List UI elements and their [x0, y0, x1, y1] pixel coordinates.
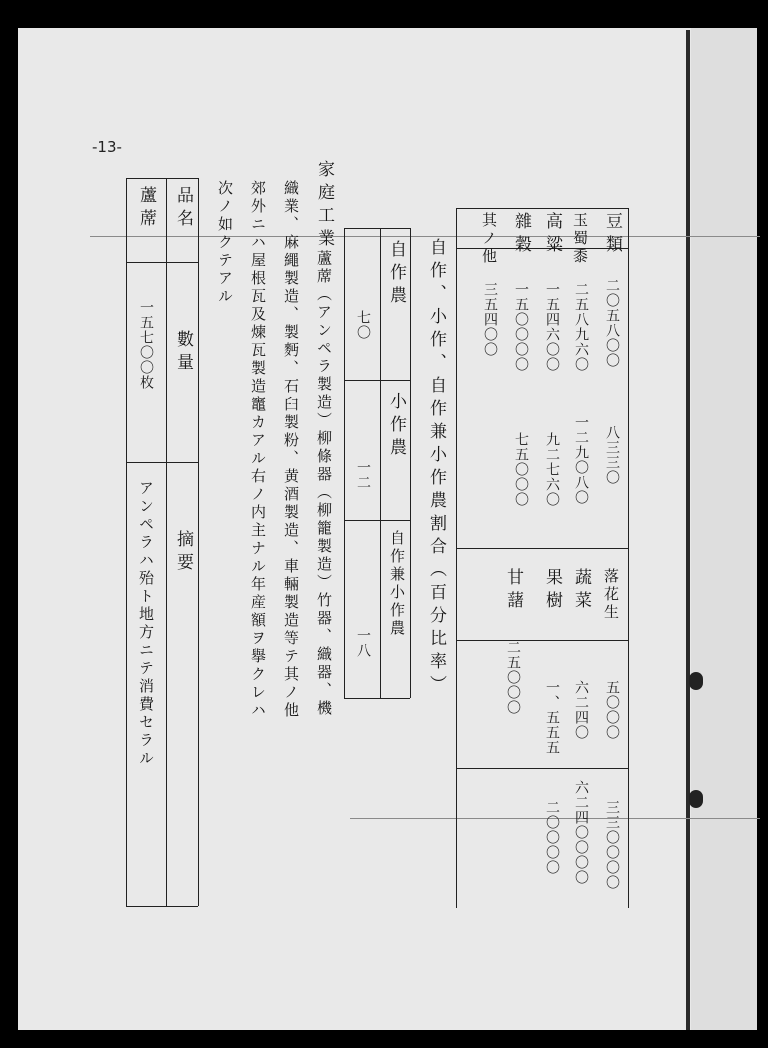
crop-value: 五〇〇〇 — [604, 680, 620, 740]
industry-line: 次ノ如クテアル — [216, 180, 234, 306]
crop-value: 二〇五八〇〇 — [604, 278, 620, 368]
product-note: アンペラハ殆ト地方ニテ消費セラル — [137, 480, 155, 768]
crop-name: 落花生 — [602, 568, 620, 622]
ratio-header: 小作農 — [386, 392, 406, 461]
crop-value: 一、五五五 — [544, 680, 560, 755]
binding-thread — [686, 30, 690, 1030]
product-header: 品名 — [173, 186, 193, 232]
binding-knot — [689, 672, 703, 690]
page-number: -13- — [92, 138, 122, 156]
crop-value: 八三三〇 — [604, 425, 620, 485]
crop-value: 七五〇〇〇 — [513, 432, 529, 507]
crop-name: 甘藷 — [503, 568, 523, 614]
product-header: 數量 — [173, 330, 193, 376]
ratio-header: 自作兼小作農 — [388, 530, 406, 638]
scan-fold-line — [90, 236, 760, 237]
binding-knot — [689, 790, 703, 808]
crop-value: 二五八九六〇 — [573, 282, 589, 372]
product-name: 蘆蓆 — [136, 186, 156, 232]
product-header: 摘要 — [173, 530, 193, 576]
industry-line: 織業、麻繩製造、製麪、石臼製粉、黄酒製造、車輛製造等テ其ノ他 — [282, 180, 300, 720]
product-quantity: 一五七〇〇枚 — [138, 300, 154, 390]
crop-value: 六二四〇 — [573, 680, 589, 740]
industry-line: 郊外ニハ屋根瓦及煉瓦製造竈カアル右ノ内主ナル年産額ヲ擧クレハ — [249, 180, 267, 720]
industry-heading: 家庭工業 — [314, 160, 334, 252]
crop-value: 二〇〇〇〇 — [544, 800, 560, 875]
ratio-value: 一八 — [355, 628, 371, 658]
crop-value: 三三〇〇〇〇 — [604, 800, 620, 890]
crop-value: 一五四六〇〇 — [544, 282, 560, 372]
crop-value: 一二九〇八〇 — [573, 415, 589, 505]
crop-name: 高粱 — [542, 212, 562, 258]
crop-name: 玉蜀黍 — [571, 212, 589, 266]
crop-name: 果樹 — [542, 568, 562, 614]
crop-name: 雜穀 — [511, 212, 531, 258]
binding-strip — [691, 28, 757, 1030]
crop-value: 一五〇〇〇〇 — [513, 282, 529, 372]
crop-name: 蔬菜 — [571, 568, 591, 614]
crop-value: 二五〇〇〇 — [505, 640, 521, 715]
ratio-title: 自作、小作、自作兼小作農割合（百分比率） — [426, 238, 446, 698]
crop-value: 三五四〇〇 — [482, 282, 498, 357]
industry-line: 蘆蓆（アンペラ製造）柳條器（柳籠製造）竹器、織器、機 — [315, 250, 333, 718]
ratio-value: 一二 — [355, 460, 371, 490]
ratio-value: 七〇 — [355, 310, 371, 340]
crop-value: 九二七六〇 — [544, 432, 560, 507]
ratio-header: 自作農 — [386, 240, 406, 309]
crop-value: 六二四〇〇〇〇 — [573, 780, 589, 885]
crop-name: 其ノ他 — [480, 212, 498, 266]
crop-name: 豆類 — [602, 212, 622, 258]
